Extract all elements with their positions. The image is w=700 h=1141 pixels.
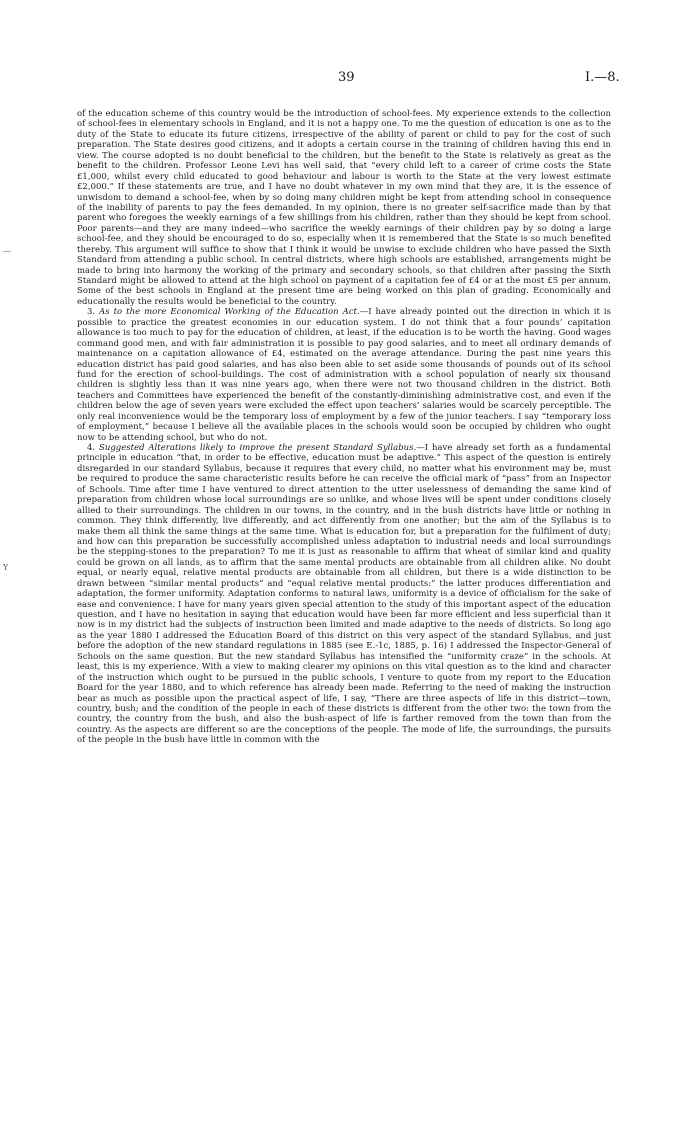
page-reference: I.—8.: [585, 70, 620, 85]
section-title: As to the more Economical Working of the Education Act.: [99, 306, 360, 317]
page-number: 39: [338, 70, 355, 85]
paragraph: [77, 108, 611, 306]
paragraph-text: of the education scheme of this country would be the introduction of school-fees. My experience extends to the collection of school-fees in elementary schools in England, and it is not a happy one. To me the question of education is one as to the duty of the State to educate its future citizens, irrespective of the ability of parent or child to pay for the cost of such preparation. The State desires good citizens, and it adopts a certain course in the training of children having this end in view. The course adopted is no doubt beneficial to the children, but the benefit to the State is relatively as great as the benefit to the children. Professor Leone Levi has well said, that “every child left to a career of crime costs the State £1,000, whilst every child educated to good behaviour and labour is worth to the State at the very lowest estimate £2,000.” If these statements are true, and I have no doubt whatever in my own mind that they are, it is the essence of unwisdom to demand a school-fee, when by so doing many children might be kept from attending school in consequence of the inability of parents to pay the fees demanded. In my opinion, there is no greater self-sacrifice made than by that parent who foregoes the weekly earnings of a few shillings from his children, rather than they should be kept from school. Poor parents—and they are many indeed—who sacrifice the weekly earnings of their children pay by so doing a large school-fee, and they should be encouraged to do so, especially when it is remembered that the State is so much benefited thereby. This argument will suffice to show that I think it would be unwise to exclude children who have passed the Sixth Standard from attending a public school. In central districts, where high schools are established, arrangements might be made to bring into harmony the working of the primary and secondary schools, so that children after passing the Sixth Standard might be allowed to attend at the high school on payment of a capitation fee of £4 or at the most £5 per annum. Some of the best schools in England at the present time are being worked on this plan of grading. Economically and educationally the results would be beneficial to the country.: [77, 108, 611, 306]
paragraph: [77, 442, 611, 745]
section-title: Suggested Alterations likely to improve the present Standard Syllabus.: [99, 442, 417, 452]
section-number: 3.: [87, 306, 96, 317]
section-number: 4.: [87, 442, 96, 452]
paragraph-text: —I have already pointed out the direction in which it is possible to practice the greatest economies in our education system. I do not think that a four pounds’ capitation allowance is too much to pay for the education of children, at least, if the education is to be worth the having. Good wages command good men, and with fair administration it is possible to pay good salaries, and to meet all ordinary demands of maintenance on a capitation allowance of £4, estimated on the average attendance. During the past nine years this education district has paid good salaries, and has also been able to set aside some thousands of pounds out of its school fund for the erection of school-buildings. The cost of administration with a school population of nearly six thousand children is slightly less than it was nine years ago, when there were not two thousand children in the district. Both teachers and Committees have experienced the benefit of the constantly-diminishing administrative cost, and even if the children below the age of seven years were excluded the effect upon teachers’ salaries would be scarcely perceptible. The only real inconvenience would be the temporary loss of employment by a few of the junior teachers. I say “temporary loss of employment,” because I believe all the available places in the schools would soon be occupied by children who ought now to be attending school, but who do not.: [77, 306, 611, 442]
paragraph: [77, 306, 611, 442]
document-body: [77, 108, 611, 745]
margin-mark: Y: [3, 563, 9, 572]
margin-mark: —: [3, 247, 11, 256]
page-header: [0, 70, 700, 90]
paragraph-text: —I have already set forth as a fundamental principle in education “that, in order to be effective, education must be adaptive.” This aspect of the question is entirely disregarded in our standard Syllabus, because it requires that every child, no matter what his environment may be, must be required to produce the same characteristic results before he can receive the official mark of “pass” from an Inspector of Schools. Time after time I have ventured to direct attention to the utter uselessness of demanding the same kind of preparation from children whose local surroundings are so unlike, and whose lives will be spent under conditions closely allied to their surroundings. The children in our towns, in the country, and in the bush districts have little or nothing in common. They think differently, live differently, and act differently from one another; but the aim of the Syllabus is to make them all think the same things at the same time. What is education for, but a preparation for the fulfilment of duty; and how can this preparation be successfully accomplished unless adaptation to industrial needs and local surroundings be the stepping-stones to the preparation? To me it is just as reasonable to affirm that wheat of similar kind and quality could be grown on all lands, as to affirm that the same mental products are obtainable from all children alike. No doubt equal, or nearly equal, relative mental products are obtainable from all children, but there is a wide distinction to be drawn between “similar mental products” and “equal relative mental products:” the latter produces differentiation and adaptation, the former uniformity. Adaptation conforms to natural laws, uniformity is a device of officialism for the sake of ease and convenience. I have for many years given special attention to the study of this important aspect of the education question, and I have no hesitation in saying that education would have been far more efficient and less superficial than it now is in my district had the subjects of instruction been limited and made adaptive to the needs of districts. So long ago as the year 1880 I addressed the Education Board of this district on this very aspect of the standard Syllabus, and just before the adoption of the new standard regulations in 1885 (see E.-1c, 1885, p. 16) I addressed the Inspector-General of Schools on the same question. But the new standard Syllabus has intensified the “uniformity craze” in the schools. At least, this is my experience. With a view to making clearer my opinions on this vital question as to the kind and character of the instruction which ought to be pursued in the public schools, I venture to quote from my report to the Education Board for the year 1880, and to which reference has already been made. Referring to the need of making the instruction bear as much as possible upon the practical aspect of life, I say, “There are three aspects of life in this district—town, country, bush; and the condition of the people in each of these districts is different from the other two: the town from the country, the country from the bush, and also the bush-aspect of life is farther removed from the town than from the country. As the aspects are different so are the conceptions of the people. The mode of life, the surroundings, the pursuits of the people in the bush have little in common with the: [77, 442, 611, 745]
